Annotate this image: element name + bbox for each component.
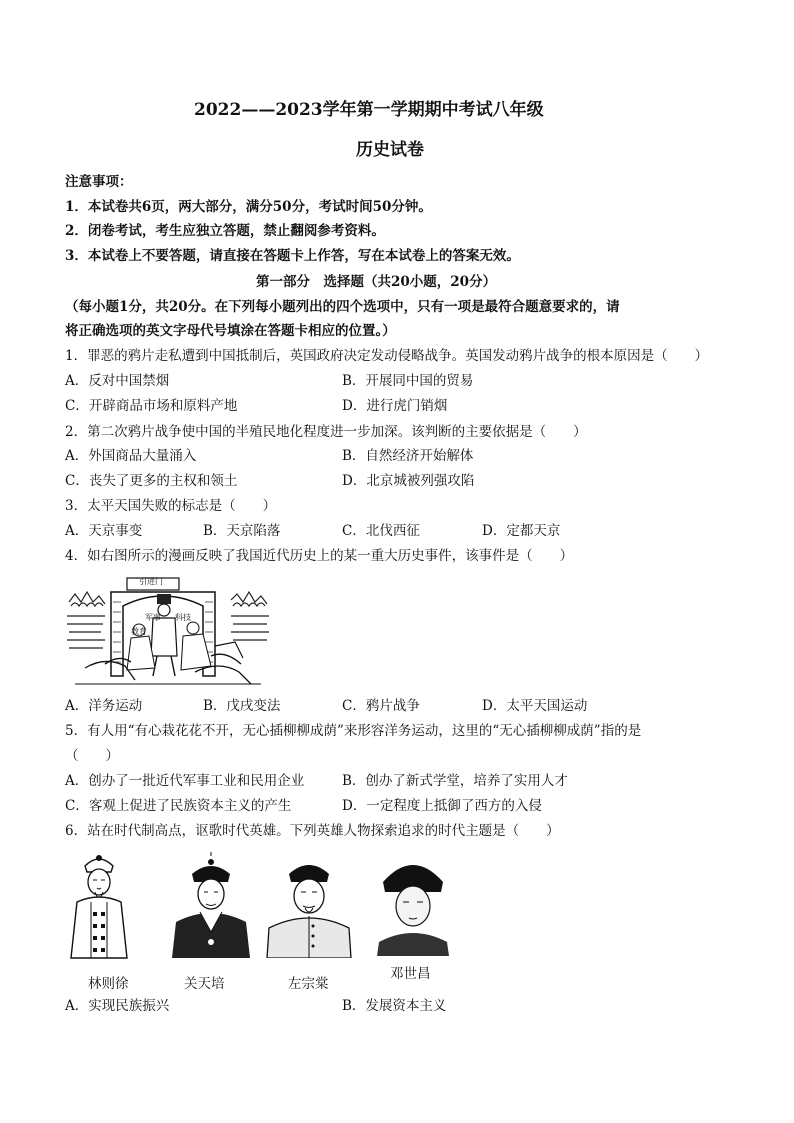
notes-item-1: 1．本试卷共6页，两大部分，满分50分，考试时间50分钟。 [65,199,432,215]
q4-cartoon-label-tech: 科技 [175,613,191,622]
q5-option-c: C．客观上促进了民族资本主义的产生 [65,798,292,814]
portrait-caption-2: 关天培 [184,976,225,992]
q3-option-d: D．定都天京 [482,523,561,539]
q2-option-b: B．自然经济开始解体 [342,448,474,464]
q3-stem: 3．太平天国失败的标志是（ ） [65,498,277,514]
q1-option-a: A．反对中国禁烟 [65,373,170,389]
q5-stem-bracket: （ ） [65,748,119,764]
q4-cartoon [65,572,271,690]
q4-stem: 4．如右图所示的漫画反映了我国近代历史上的某一重大历史事件，该事件是（ ） [65,548,574,564]
portrait-deng-shichang [375,852,451,956]
q6-option-b: B．发展资本主义 [342,998,447,1014]
notes-item-3: 3．本试卷上不要答题，请直接在答题卡上作答，写在本试卷上的答案无效。 [65,248,520,264]
q4-option-a: A．洋务运动 [65,698,143,714]
q4-option-d: D．太平天国运动 [482,698,588,714]
q2-option-c: C．丧失了更多的主权和领土 [65,473,238,489]
q6-option-a: A．实现民族振兴 [65,998,170,1014]
notes-heading: 注意事项： [65,174,133,190]
exam-subtitle: 历史试卷 [356,140,424,160]
q5-stem: 5．有人用“有心栽花花不开，无心插柳柳成荫”来形容洋务运动，这里的“无心插柳柳成荫”指的是 [65,723,642,739]
exam-title: 2022——2023学年第一学期期中考试八年级 [194,100,544,120]
q3-option-a: A．天京事变 [65,523,143,539]
q2-option-a: A．外国商品大量涌入 [65,448,197,464]
q3-option-b: B．天京陷落 [203,523,281,539]
q4-cartoon-label-education: 教育 [131,627,147,636]
portrait-caption-3: 左宗棠 [288,976,329,992]
q1-option-b: B．开展同中国的贸易 [342,373,474,389]
portrait-zuo-zongtang [265,852,353,958]
q4-option-b: B．戊戌变法 [203,698,281,714]
portrait-caption-4: 邓世昌 [390,966,431,982]
q4-cartoon-label-military: 军事 [145,613,161,622]
notes-item-2: 2．闭卷考试，考生应独立答题，禁止翻阅参考资料。 [65,223,385,239]
part1-heading: 第一部分 选择题（共20小题，20分） [256,274,497,290]
q5-option-a: A．创办了一批近代军事工业和民用企业 [65,773,305,789]
q2-option-d: D．北京城被列强攻陷 [342,473,475,489]
portrait-guan-tianpei [170,852,252,958]
q5-option-b: B．创办了新式学堂，培养了实用人才 [342,773,568,789]
q4-cartoon-label-gate: 引进门 [139,577,163,586]
portrait-lin-zexu [67,852,131,960]
q1-stem: 1．罪恶的鸦片走私遭到中国抵制后，英国政府决定发动侵略战争。英国发动鸦片战争的根本原因是（ ） [65,348,709,364]
portrait-caption-1: 林则徐 [88,976,129,992]
q5-option-d: D．一定程度上抵御了西方的入侵 [342,798,542,814]
q3-option-c: C．北伐西征 [342,523,420,539]
part1-instructions-line2: 将正确选项的英文字母代号填涂在答题卡相应的位置。） [65,323,396,339]
q4-option-c: C．鸦片战争 [342,698,420,714]
part1-instructions-line1: （每小题1分，共20分。在下列每小题列出的四个选项中，只有一项是最符合题意要求的，请 [65,299,620,315]
q2-stem: 2．第二次鸦片战争使中国的半殖民地化程度进一步加深。该判断的主要依据是（ ） [65,424,587,440]
q1-option-c: C．开辟商品市场和原料产地 [65,398,238,414]
q1-option-d: D．进行虎门销烟 [342,398,448,414]
q6-stem: 6．站在时代制高点，讴歌时代英雄。下列英雄人物探索追求的时代主题是（ ） [65,823,560,839]
